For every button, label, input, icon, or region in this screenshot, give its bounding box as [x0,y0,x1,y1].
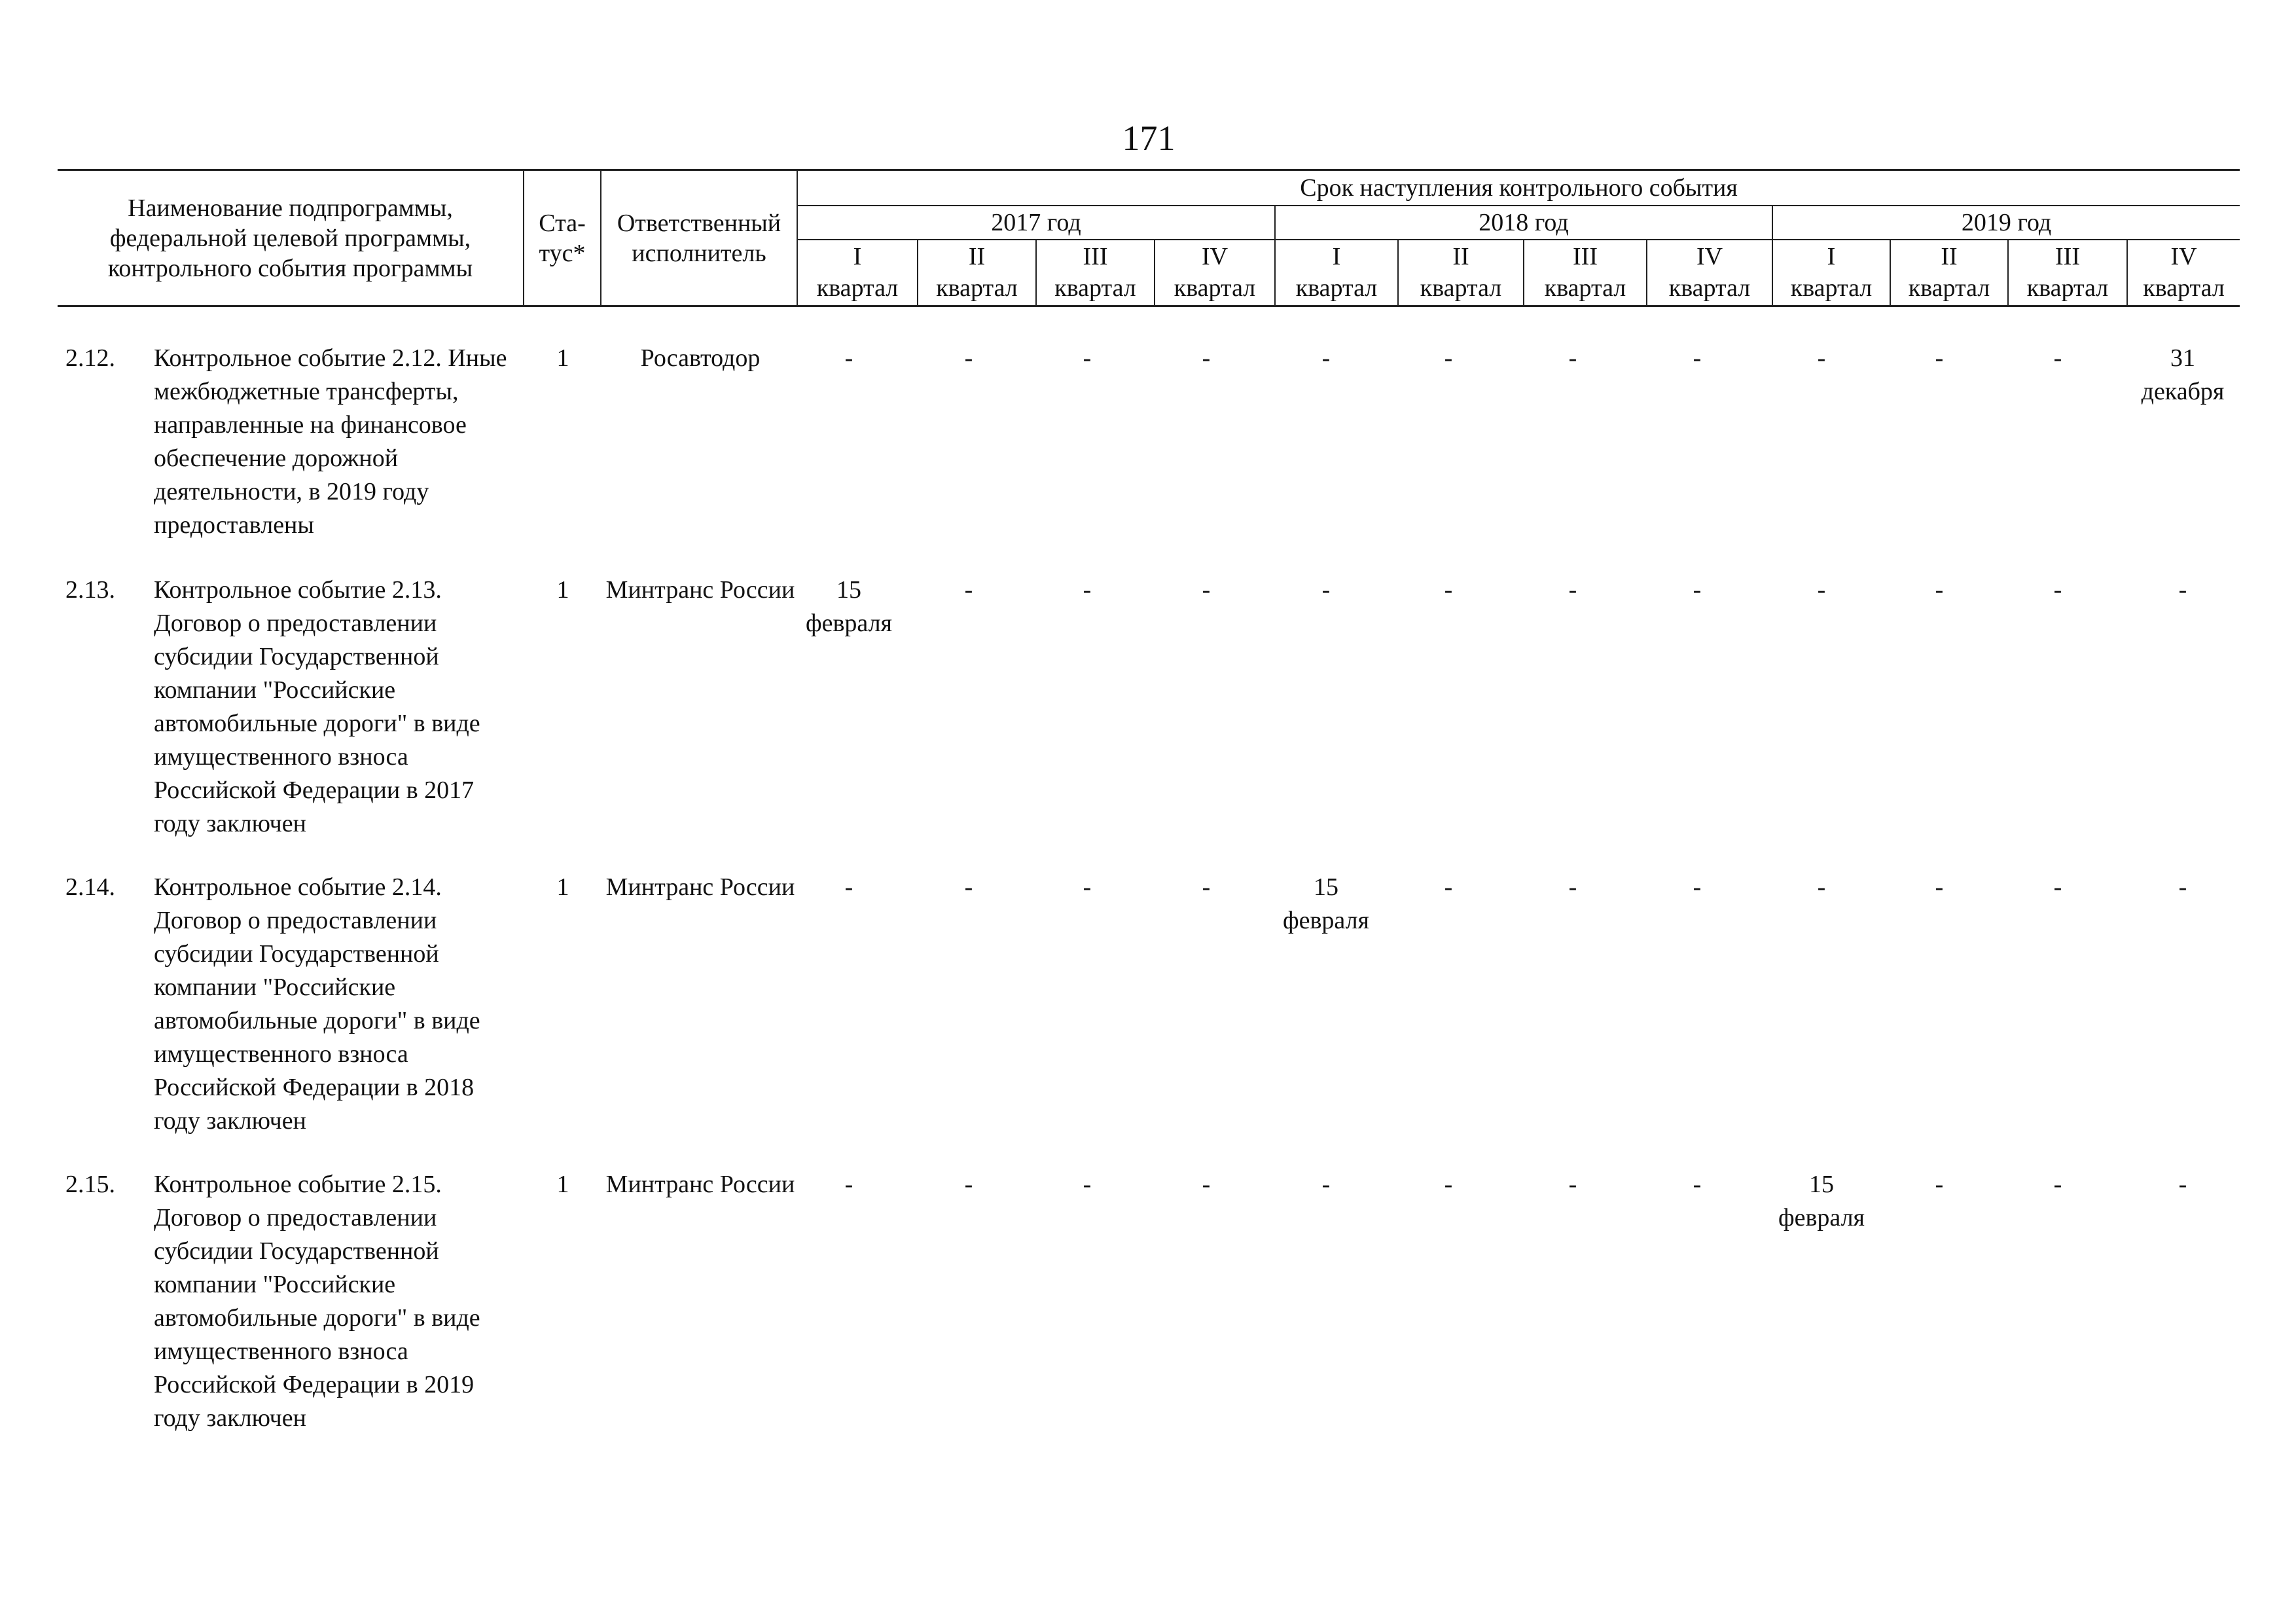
row-number: 2.14. [65,873,115,901]
year-header-2017: 2017 год [797,206,1275,240]
event-name: Контрольное событие 2.12. Иные межбюджетные трансферты, направленные на финансовое обеспечение дорожной деятельности, в 2019 году предоставлены [154,344,507,539]
quarter-cell: - [1083,1171,1092,1198]
quarter-cell: - [2178,1171,2187,1198]
quarter-cell: - [1444,1171,1453,1198]
event-name: Контрольное событие 2.14. Договор о предоставлении субсидии Государственной компании "Российские автомобильные дороги" в виде имущественного взноса Российской Федерации в 2018 году заключен [154,873,480,1135]
quarter-header [1036,240,1155,306]
quarter-cell: - [2178,576,2187,604]
executor-value: Минтранс России [605,576,795,604]
quarter-numeral: II [968,243,986,271]
quarter-word: квартал [2143,274,2225,302]
quarter-cell: - [844,1171,853,1198]
quarter-cell: - [964,344,973,372]
quarter-cell: - [1935,873,1944,901]
event-name: Контрольное событие 2.13. Договор о предоставлении субсидии Государственной компании "Российские автомобильные дороги" в виде имущественного взноса Российской Федерации в 2017 году заключен [154,576,480,837]
quarter-cell: - [1202,1171,1211,1198]
quarter-cell: - [1817,344,1826,372]
status-value: 1 [556,1171,569,1198]
quarter-word: квартал [1174,274,1256,302]
quarter-cell: - [1202,873,1211,901]
quarter-cell: - [964,1171,973,1198]
status-value: 1 [556,873,569,901]
quarter-cell: - [964,576,973,604]
quarter-cell: - [1693,344,1702,372]
quarter-numeral: I [1827,243,1836,271]
column-header-name: Наименование подпрограммы, федеральной целевой программы, контрольного события программы [58,170,524,306]
quarter-cell: - [1568,1171,1577,1198]
quarter-cell: - [1817,873,1826,901]
quarter-cell: - [1693,1171,1702,1198]
quarter-word: квартал [1908,274,1990,302]
quarter-header [797,240,918,306]
quarter-cell: - [1444,344,1453,372]
quarter-numeral: III [1573,243,1598,271]
quarter-cell: - [1321,344,1331,372]
quarter-numeral: IV [2170,243,2197,271]
quarter-cell: - [1693,873,1702,901]
quarter-cell: - [2053,344,2062,372]
quarter-header [1524,240,1647,306]
column-header-status: Ста-тус* [524,170,601,306]
quarter-header [2127,240,2240,306]
quarter-cell: - [1444,576,1453,604]
quarter-cell: - [1083,344,1092,372]
quarter-numeral: I [853,243,862,271]
quarter-word: квартал [1295,274,1378,302]
quarter-word: квартал [1420,274,1502,302]
quarter-cell: - [1202,344,1211,372]
quarter-cell: - [1817,576,1826,604]
quarter-word: квартал [2026,274,2109,302]
quarter-cell: 15 февраля [1778,1171,1865,1231]
column-header-executor: Ответственный исполнитель [601,170,797,306]
quarter-numeral: IV [1201,243,1229,271]
column-header-deadline: Срок наступления контрольного события [797,170,2240,206]
quarter-numeral: IV [1696,243,1723,271]
quarter-cell: - [964,873,973,901]
quarter-cell: - [2178,873,2187,901]
quarter-cell: - [1321,1171,1331,1198]
quarter-numeral: III [1083,243,1108,271]
row-number: 2.15. [65,1171,115,1198]
quarter-cell: - [1568,576,1577,604]
quarter-header [1155,240,1275,306]
event-name: Контрольное событие 2.15. Договор о предоставлении субсидии Государственной компании "Российские автомобильные дороги" в виде имущественного взноса Российской Федерации в 2019 году заключен [154,1171,480,1432]
quarter-cell: - [844,873,853,901]
quarter-word: квартал [1790,274,1873,302]
quarter-header [1275,240,1398,306]
quarter-cell: - [1935,344,1944,372]
quarter-cell: - [2053,873,2062,901]
quarter-word: квартал [936,274,1018,302]
quarter-cell: 15 февраля [1282,873,1370,934]
table-header [58,169,2240,307]
executor-value: Минтранс России [605,873,795,901]
quarter-cell: - [2053,576,2062,604]
quarter-cell: - [1935,1171,1944,1198]
quarter-word: квартал [1544,274,1626,302]
executor-value: Минтранс России [605,1171,795,1198]
quarter-cell: - [1321,576,1331,604]
quarter-cell: 31 декабря [2141,344,2225,405]
quarter-numeral: II [1941,243,1958,271]
quarter-numeral: III [2055,243,2080,271]
quarter-cell: - [1935,576,1944,604]
year-header-2019: 2019 год [1772,206,2240,240]
quarter-cell: - [1693,576,1702,604]
quarter-header [1398,240,1524,306]
quarter-cell: - [1568,873,1577,901]
quarter-word: квартал [1054,274,1136,302]
row-number: 2.13. [65,576,115,604]
status-value: 1 [556,344,569,372]
quarter-header [1772,240,1890,306]
quarter-header [918,240,1036,306]
quarter-cell: 15 февраля [805,576,893,637]
quarter-word: квартал [1668,274,1751,302]
row-number: 2.12. [65,344,115,372]
quarter-header [1647,240,1772,306]
status-value: 1 [556,576,569,604]
quarter-header [2008,240,2127,306]
quarter-numeral: II [1452,243,1469,271]
quarter-cell: - [1444,873,1453,901]
quarter-word: квартал [816,274,899,302]
quarter-cell: - [1083,576,1092,604]
quarter-cell: - [1568,344,1577,372]
year-header-2018: 2018 год [1275,206,1772,240]
executor-value: Росавтодор [640,344,761,372]
quarter-cell: - [2053,1171,2062,1198]
quarter-cell: - [1202,576,1211,604]
quarter-cell: - [844,344,853,372]
quarter-cell: - [1083,873,1092,901]
quarter-numeral: I [1332,243,1341,271]
page-number: 171 [1122,119,1175,158]
quarter-header [1890,240,2008,306]
